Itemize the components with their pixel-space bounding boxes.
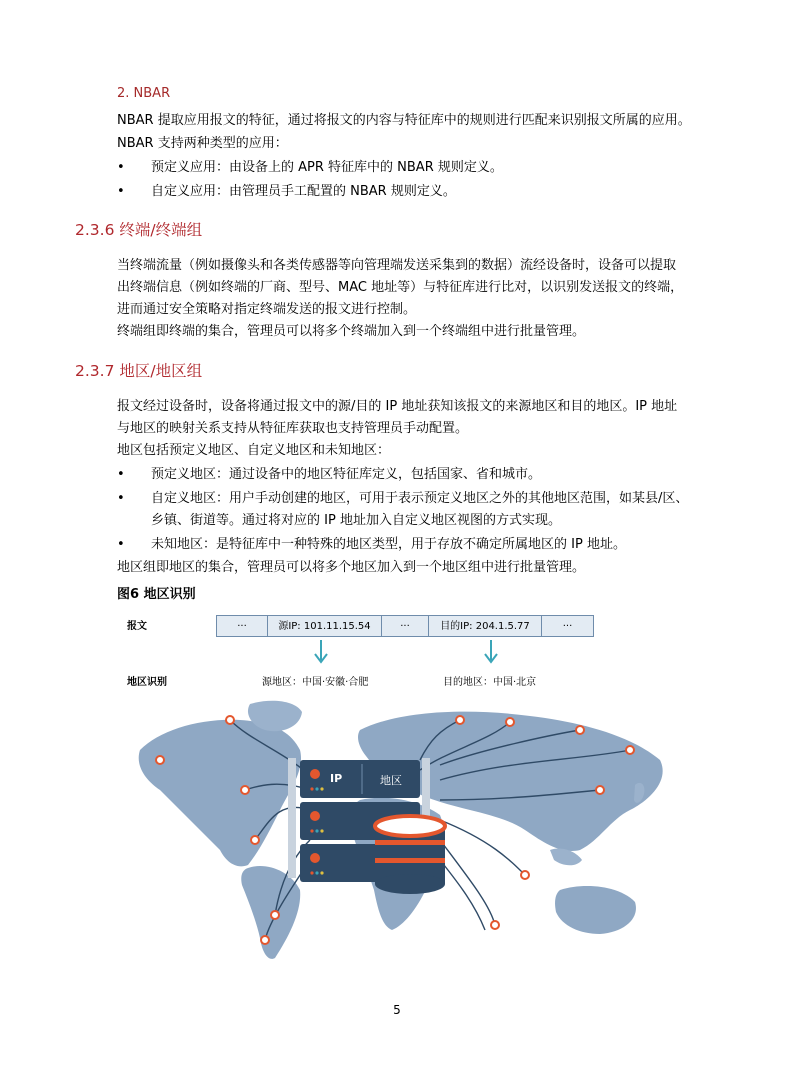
location-node-icon bbox=[271, 911, 279, 919]
bullet-dot: • bbox=[117, 184, 125, 199]
bullet-dot: • bbox=[117, 467, 125, 482]
location-node-icon bbox=[521, 871, 529, 879]
region-para-3: 地区组即地区的集合，管理员可以将多个地区加入到一个地区组中进行批量管理。 bbox=[117, 560, 586, 575]
database-icon bbox=[375, 816, 445, 894]
dst-region-result: 目的地区：中国·北京 bbox=[443, 677, 537, 688]
packet-cell-ellipsis-3: ··· bbox=[541, 615, 594, 637]
region-para-line-1: 报文经过设备时，设备将通过报文中的源/目的 IP 地址获知该报文的来源地区和目的地区。IP 地址 bbox=[117, 399, 678, 414]
region-heading: 2.3.7 地区/地区组 bbox=[75, 362, 203, 380]
packet-cell-ellipsis-2: ··· bbox=[381, 615, 429, 637]
region-bullet-3-text: 未知地区：是特征库中一种特殊的地区类型，用于存放不确定所属地区的 IP 地址。 bbox=[151, 537, 626, 552]
continent-north-america bbox=[139, 720, 301, 867]
geo-label: 地区识别 bbox=[127, 677, 167, 688]
server-region-label: 地区 bbox=[380, 774, 402, 787]
region-bullet-1-text: 预定义地区：通过设备中的地区特征库定义，包括国家、省和城市。 bbox=[151, 467, 542, 482]
page-number: 5 bbox=[393, 1003, 401, 1017]
nbar-bullet-2-text: 自定义应用：由管理员手工配置的 NBAR 规则定义。 bbox=[151, 184, 456, 199]
bullet-dot: • bbox=[117, 537, 125, 552]
bullet-dot: • bbox=[117, 160, 125, 175]
terminal-heading: 2.3.6 终端/终端组 bbox=[75, 221, 203, 239]
server-led-icon bbox=[310, 811, 320, 821]
islands-southeast-asia bbox=[550, 848, 582, 865]
nbar-para-2: NBAR 支持两种类型的应用： bbox=[117, 136, 288, 151]
region-para-2: 地区包括预定义地区、自定义地区和未知地区： bbox=[117, 443, 391, 458]
terminal-para-line-2: 出终端信息（例如终端的厂商、型号、MAC 地址等）与特征库进行比对，以识别发送报文的终端， bbox=[117, 280, 684, 295]
bullet-dot: • bbox=[117, 491, 125, 506]
location-node-icon bbox=[261, 936, 269, 944]
packet-cell-ellipsis-1: ··· bbox=[216, 615, 268, 637]
location-node-icon bbox=[596, 786, 604, 794]
region-bullet-2-cont-text: 乡镇、街道等。通过将对应的 IP 地址加入自定义地区视图的方式实现。 bbox=[151, 513, 561, 528]
server-ip-label: IP bbox=[330, 772, 343, 785]
location-node-icon bbox=[576, 726, 584, 734]
terminal-para-line-3: 进而通过安全策略对指定终端发送的报文进行控制。 bbox=[117, 302, 417, 317]
region-para-line-2: 与地区的映射关系支持从特征库获取也支持管理员手动配置。 bbox=[117, 421, 469, 436]
nbar-heading: 2. NBAR bbox=[117, 86, 171, 101]
continent-australia bbox=[555, 886, 636, 934]
figure-caption: 图6 地区识别 bbox=[117, 587, 196, 602]
location-node-icon bbox=[156, 756, 164, 764]
location-node-icon bbox=[626, 746, 634, 754]
location-node-icon bbox=[506, 718, 514, 726]
location-node-icon bbox=[251, 836, 259, 844]
packet-cell-src-ip: 源IP: 101.11.15.54 bbox=[267, 615, 382, 637]
terminal-para-line-1: 当终端流量（例如摄像头和各类传感器等向管理端发送采集到的数据）流经设备时，设备可以提取 bbox=[117, 258, 677, 273]
server-unit-1 bbox=[300, 760, 420, 798]
terminal-para-2: 终端组即终端的集合，管理员可以将多个终端加入到一个终端组中进行批量管理。 bbox=[117, 324, 586, 339]
world-map-illustration bbox=[130, 690, 680, 970]
location-node-icon bbox=[226, 716, 234, 724]
packet-cell-dst-ip: 目的IP: 204.1.5.77 bbox=[428, 615, 542, 637]
location-node-icon bbox=[491, 921, 499, 929]
server-led-icon bbox=[310, 853, 320, 863]
location-node-icon bbox=[456, 716, 464, 724]
src-region-result: 源地区：中国·安徽·合肥 bbox=[262, 677, 369, 688]
nbar-bullet-1-text: 预定义应用：由设备上的 APR 特征库中的 NBAR 规则定义。 bbox=[151, 160, 503, 175]
nbar-para-1: NBAR 提取应用报文的特征，通过将报文的内容与特征库中的规则进行匹配来识别报文所属的应用。 bbox=[117, 113, 691, 128]
packet-label: 报文 bbox=[127, 621, 147, 632]
server-led-icon bbox=[310, 769, 320, 779]
region-bullet-2-text: 自定义地区：用户手动创建的地区，可用于表示预定义地区之外的其他地区范围，如某县/区、 bbox=[151, 491, 689, 506]
location-node-icon bbox=[241, 786, 249, 794]
